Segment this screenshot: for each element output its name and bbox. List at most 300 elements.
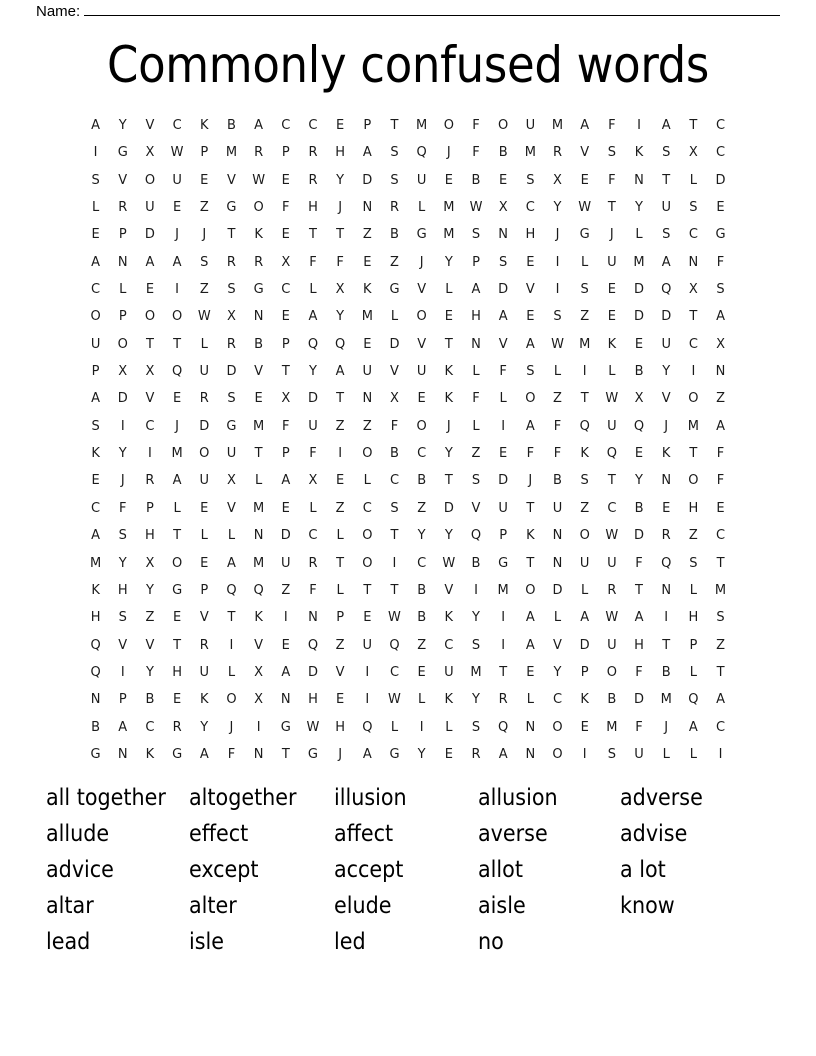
grid-cell[interactable]: S [118, 610, 127, 626]
grid-cell[interactable]: A [91, 528, 101, 544]
grid-cell[interactable]: T [444, 336, 453, 352]
grid-cell[interactable]: Y [118, 118, 127, 133]
grid-cell[interactable]: D [144, 227, 155, 243]
grid-cell[interactable]: W [442, 555, 456, 571]
grid-cell[interactable]: T [336, 555, 345, 571]
grid-cell[interactable]: O [362, 555, 373, 571]
grid-cell[interactable]: Z [281, 582, 291, 598]
grid-cell[interactable]: S [716, 282, 725, 298]
grid-cell[interactable]: V [226, 500, 236, 516]
grid-cell[interactable]: T [526, 555, 535, 571]
grid-cell[interactable]: Z [417, 500, 427, 516]
grid-cell[interactable]: T [227, 610, 236, 626]
grid-cell[interactable]: D [199, 418, 210, 434]
grid-cell[interactable]: N [552, 555, 563, 571]
grid-cell[interactable]: X [226, 473, 236, 489]
grid-cell[interactable]: E [254, 391, 263, 407]
grid-cell[interactable]: A [145, 254, 155, 270]
grid-cell[interactable]: M [171, 446, 183, 462]
grid-cell[interactable]: J [175, 418, 180, 434]
grid-cell[interactable]: W [605, 610, 619, 626]
grid-cell[interactable]: K [91, 446, 100, 462]
grid-cell[interactable]: E [526, 254, 535, 270]
word-bank-item[interactable]: allusion [478, 785, 558, 811]
grid-cell[interactable]: W [469, 200, 483, 216]
grid-cell[interactable]: U [634, 746, 644, 762]
grid-cell[interactable]: O [171, 555, 183, 571]
grid-cell[interactable]: X [254, 692, 264, 708]
grid-cell[interactable]: C [688, 227, 698, 243]
grid-cell[interactable]: R [199, 637, 209, 653]
grid-cell[interactable]: A [688, 719, 698, 735]
grid-cell[interactable]: S [118, 528, 127, 544]
grid-cell[interactable]: O [199, 446, 210, 462]
grid-cell[interactable]: F [608, 118, 616, 133]
grid-cell[interactable]: Q [90, 637, 101, 653]
grid-cell[interactable]: A [471, 282, 481, 298]
grid-cell[interactable]: E [444, 746, 453, 762]
grid-cell[interactable]: P [200, 582, 209, 598]
grid-cell[interactable]: U [199, 473, 210, 489]
grid-cell[interactable]: B [91, 719, 101, 735]
grid-cell[interactable]: Q [688, 692, 699, 708]
grid-cell[interactable]: O [525, 582, 536, 598]
grid-cell[interactable]: M [660, 692, 672, 708]
grid-cell[interactable]: S [390, 172, 399, 188]
grid-cell[interactable]: M [361, 309, 373, 325]
grid-cell[interactable]: R [254, 254, 264, 270]
grid-cell[interactable]: E [526, 664, 535, 680]
word-bank-item[interactable]: alter [189, 893, 237, 919]
grid-cell[interactable]: W [388, 692, 401, 708]
grid-cell[interactable]: I [555, 282, 560, 298]
grid-cell[interactable]: L [445, 282, 453, 298]
grid-cell[interactable]: E [336, 473, 345, 489]
grid-cell[interactable]: R [254, 145, 264, 161]
grid-cell[interactable]: P [580, 664, 589, 680]
grid-cell[interactable]: C [417, 555, 427, 571]
grid-cell[interactable]: Q [633, 418, 645, 434]
grid-cell[interactable]: L [553, 364, 562, 380]
grid-cell[interactable]: G [226, 200, 237, 216]
grid-cell[interactable]: X [553, 172, 562, 188]
grid-cell[interactable]: D [634, 528, 645, 544]
grid-cell[interactable]: U [362, 637, 373, 653]
grid-cell[interactable]: C [525, 200, 535, 216]
word-bank-item[interactable]: altogether [189, 785, 297, 811]
word-bank-item[interactable]: isle [189, 929, 225, 955]
grid-cell[interactable]: Y [444, 446, 453, 462]
grid-cell[interactable]: A [308, 309, 318, 325]
grid-cell[interactable]: N [688, 254, 699, 270]
grid-cell[interactable]: A [362, 145, 372, 161]
grid-cell[interactable]: T [662, 172, 671, 188]
grid-cell[interactable]: A [91, 391, 101, 407]
grid-cell[interactable]: J [175, 227, 180, 243]
grid-cell[interactable]: Z [362, 418, 372, 434]
grid-cell[interactable]: T [390, 528, 399, 544]
grid-cell[interactable]: H [335, 145, 346, 161]
grid-cell[interactable]: E [444, 172, 453, 188]
word-bank-item[interactable]: no [478, 929, 504, 955]
grid-cell[interactable]: Y [472, 610, 480, 626]
grid-cell[interactable]: V [417, 336, 427, 352]
grid-cell[interactable]: E [634, 446, 644, 462]
grid-cell[interactable]: C [308, 528, 318, 544]
grid-cell[interactable]: Y [308, 364, 317, 380]
grid-cell[interactable]: G [498, 555, 509, 571]
grid-cell[interactable]: O [416, 309, 427, 325]
grid-cell[interactable]: M [416, 118, 428, 133]
grid-cell[interactable]: A [580, 118, 590, 133]
grid-cell[interactable]: Q [362, 719, 373, 735]
grid-cell[interactable]: B [417, 610, 427, 626]
grid-cell[interactable]: R [498, 692, 508, 708]
grid-cell[interactable]: Y [662, 364, 671, 380]
grid-cell[interactable]: E [363, 336, 372, 352]
grid-cell[interactable]: C [308, 118, 318, 133]
grid-cell[interactable]: X [145, 364, 155, 380]
grid-cell[interactable]: X [688, 145, 698, 161]
grid-cell[interactable]: M [253, 500, 265, 516]
grid-cell[interactable]: S [689, 200, 698, 216]
grid-cell[interactable]: I [474, 582, 478, 598]
grid-cell[interactable]: W [605, 528, 619, 544]
grid-cell[interactable]: N [661, 582, 672, 598]
grid-cell[interactable]: F [716, 446, 725, 462]
grid-cell[interactable]: E [172, 610, 182, 626]
grid-cell[interactable]: H [471, 309, 481, 325]
grid-cell[interactable]: H [308, 692, 318, 708]
grid-cell[interactable]: P [499, 528, 508, 544]
grid-cell[interactable]: V [444, 582, 454, 598]
grid-cell[interactable]: X [281, 254, 291, 270]
grid-cell[interactable]: I [501, 418, 506, 434]
grid-cell[interactable]: X [145, 555, 155, 571]
grid-cell[interactable]: P [118, 692, 127, 708]
grid-cell[interactable]: Q [389, 637, 400, 653]
grid-cell[interactable]: C [607, 500, 617, 516]
grid-cell[interactable]: O [362, 446, 373, 462]
grid-cell[interactable]: E [172, 692, 182, 708]
grid-cell[interactable]: Q [579, 418, 590, 434]
grid-cell[interactable]: C [281, 282, 291, 298]
grid-cell[interactable]: H [525, 227, 536, 243]
grid-cell[interactable]: L [689, 664, 697, 680]
grid-cell[interactable]: F [635, 664, 643, 680]
grid-cell[interactable]: O [226, 692, 237, 708]
grid-cell[interactable]: E [363, 254, 372, 270]
grid-cell[interactable]: A [362, 746, 372, 762]
grid-cell[interactable]: Z [471, 446, 481, 462]
grid-cell[interactable]: T [336, 227, 345, 243]
grid-cell[interactable]: S [227, 391, 236, 407]
grid-cell[interactable]: S [390, 500, 399, 516]
grid-cell[interactable]: Q [661, 555, 672, 571]
grid-cell[interactable]: L [662, 746, 670, 762]
grid-cell[interactable]: X [688, 282, 698, 298]
grid-cell[interactable]: A [199, 746, 209, 762]
grid-cell[interactable]: L [200, 528, 208, 544]
grid-cell[interactable]: R [199, 391, 209, 407]
grid-cell[interactable]: Z [716, 637, 725, 653]
grid-cell[interactable]: C [444, 637, 454, 653]
grid-cell[interactable]: S [662, 145, 671, 161]
grid-cell[interactable]: Q [226, 582, 237, 598]
grid-cell[interactable]: I [229, 637, 234, 653]
grid-cell[interactable]: P [363, 118, 372, 133]
grid-cell[interactable]: J [609, 227, 614, 243]
grid-cell[interactable]: N [280, 692, 291, 708]
grid-cell[interactable]: P [281, 336, 290, 352]
grid-cell[interactable]: E [580, 719, 589, 735]
grid-cell[interactable]: H [90, 610, 101, 626]
grid-cell[interactable]: J [664, 719, 669, 735]
grid-cell[interactable]: L [635, 227, 643, 243]
grid-cell[interactable]: C [172, 118, 182, 133]
grid-cell[interactable]: E [281, 637, 290, 653]
grid-cell[interactable]: E [281, 309, 290, 325]
grid-cell[interactable]: T [689, 446, 698, 462]
grid-cell[interactable]: U [199, 364, 210, 380]
grid-cell[interactable]: A [281, 473, 291, 489]
grid-cell[interactable]: T [281, 364, 290, 380]
grid-cell[interactable]: U [90, 336, 101, 352]
grid-cell[interactable]: D [226, 364, 237, 380]
grid-cell[interactable]: P [118, 309, 127, 325]
grid-cell[interactable]: X [308, 473, 318, 489]
grid-cell[interactable]: Z [335, 418, 345, 434]
grid-cell[interactable]: L [336, 582, 344, 598]
grid-cell[interactable]: H [117, 582, 128, 598]
grid-cell[interactable]: O [579, 528, 590, 544]
grid-cell[interactable]: R [607, 582, 617, 598]
grid-cell[interactable]: Q [661, 282, 672, 298]
grid-cell[interactable]: V [471, 500, 481, 516]
word-bank-item[interactable]: effect [189, 821, 249, 847]
grid-cell[interactable]: Y [336, 309, 345, 325]
grid-cell[interactable]: H [335, 719, 346, 735]
grid-cell[interactable]: T [689, 118, 698, 133]
grid-cell[interactable]: F [119, 500, 127, 516]
grid-cell[interactable]: D [443, 500, 454, 516]
grid-cell[interactable]: U [607, 418, 617, 434]
word-bank-item[interactable]: a lot [620, 857, 666, 883]
grid-cell[interactable]: V [661, 391, 671, 407]
grid-cell[interactable]: C [389, 664, 400, 680]
grid-cell[interactable]: F [716, 254, 725, 270]
word-bank-item[interactable]: aisle [478, 893, 526, 919]
word-bank-item[interactable]: illusion [334, 785, 407, 811]
grid-cell[interactable]: F [635, 555, 643, 571]
grid-cell[interactable]: L [472, 364, 480, 380]
grid-cell[interactable]: L [336, 528, 344, 544]
grid-cell[interactable]: A [91, 118, 101, 133]
grid-cell[interactable]: L [689, 582, 697, 598]
grid-cell[interactable]: T [635, 582, 643, 598]
grid-cell[interactable]: K [580, 692, 589, 708]
grid-cell[interactable]: C [716, 118, 726, 133]
grid-cell[interactable]: B [417, 582, 427, 598]
grid-cell[interactable]: Y [118, 555, 127, 571]
grid-cell[interactable]: J [338, 200, 343, 216]
grid-cell[interactable]: A [525, 418, 535, 434]
grid-cell[interactable]: I [664, 610, 669, 626]
grid-cell[interactable]: C [716, 528, 726, 544]
grid-cell[interactable]: D [498, 473, 509, 489]
grid-cell[interactable]: W [306, 719, 320, 735]
grid-cell[interactable]: C [389, 473, 400, 489]
grid-cell[interactable]: B [226, 118, 236, 133]
grid-cell[interactable]: N [90, 692, 101, 708]
grid-cell[interactable]: O [90, 309, 101, 325]
grid-cell[interactable]: V [553, 637, 562, 653]
grid-cell[interactable]: L [173, 500, 181, 516]
grid-cell[interactable]: U [552, 500, 563, 516]
grid-cell[interactable]: R [226, 254, 236, 270]
grid-cell[interactable]: D [715, 172, 726, 188]
word-bank-item[interactable]: averse [478, 821, 548, 847]
grid-cell[interactable]: Q [307, 336, 319, 352]
grid-cell[interactable]: I [501, 610, 506, 626]
grid-cell[interactable]: B [471, 172, 481, 188]
grid-cell[interactable]: U [661, 200, 671, 216]
grid-cell[interactable]: S [580, 282, 589, 298]
grid-cell[interactable]: D [579, 637, 590, 653]
grid-cell[interactable]: R [308, 555, 318, 571]
grid-cell[interactable]: Z [390, 254, 399, 270]
grid-cell[interactable]: B [634, 500, 644, 516]
grid-cell[interactable]: D [362, 172, 373, 188]
grid-cell[interactable]: S [499, 254, 508, 270]
grid-cell[interactable]: A [118, 719, 128, 735]
grid-cell[interactable]: T [254, 446, 263, 462]
grid-cell[interactable]: N [253, 309, 264, 325]
grid-cell[interactable]: G [280, 719, 291, 735]
grid-cell[interactable]: X [634, 391, 644, 407]
grid-cell[interactable]: K [634, 145, 644, 161]
grid-cell[interactable]: N [525, 719, 536, 735]
grid-cell[interactable]: A [525, 637, 535, 653]
grid-cell[interactable]: V [525, 282, 535, 298]
grid-cell[interactable]: Y [417, 746, 426, 762]
grid-cell[interactable]: I [637, 118, 641, 133]
grid-cell[interactable]: V [145, 391, 155, 407]
grid-cell[interactable]: F [608, 172, 616, 188]
grid-cell[interactable]: F [553, 446, 562, 462]
grid-cell[interactable]: G [90, 746, 101, 762]
grid-cell[interactable]: T [607, 473, 616, 489]
grid-cell[interactable]: M [551, 118, 564, 133]
word-bank-item[interactable]: lead [46, 929, 91, 955]
grid-cell[interactable]: M [714, 582, 727, 598]
grid-cell[interactable]: L [309, 282, 317, 298]
grid-cell[interactable]: J [120, 473, 125, 489]
grid-cell[interactable]: A [172, 254, 182, 270]
grid-cell[interactable]: F [309, 446, 317, 462]
grid-cell[interactable]: S [607, 145, 616, 161]
grid-cell[interactable]: Y [200, 719, 209, 735]
grid-cell[interactable]: P [472, 254, 480, 270]
grid-cell[interactable]: E [172, 200, 182, 216]
grid-cell[interactable]: N [661, 473, 672, 489]
grid-cell[interactable]: T [390, 118, 399, 133]
grid-cell[interactable]: Z [580, 500, 590, 516]
word-bank-item[interactable]: adverse [620, 785, 703, 811]
grid-cell[interactable]: U [525, 118, 536, 133]
grid-cell[interactable]: A [525, 610, 535, 626]
grid-cell[interactable]: E [91, 473, 100, 489]
grid-cell[interactable]: G [416, 227, 427, 243]
grid-cell[interactable]: T [662, 637, 671, 653]
grid-cell[interactable]: X [281, 391, 291, 407]
grid-cell[interactable]: I [120, 664, 125, 680]
grid-cell[interactable]: B [607, 692, 617, 708]
grid-cell[interactable]: I [691, 364, 696, 380]
grid-cell[interactable]: U [607, 254, 617, 270]
grid-cell[interactable]: Z [362, 227, 372, 243]
grid-cell[interactable]: B [471, 555, 481, 571]
grid-cell[interactable]: I [365, 664, 370, 680]
grid-cell[interactable]: R [471, 746, 481, 762]
grid-cell[interactable]: V [335, 664, 345, 680]
grid-cell[interactable]: G [389, 282, 400, 298]
grid-cell[interactable]: L [418, 200, 426, 216]
grid-cell[interactable]: J [419, 254, 424, 270]
grid-cell[interactable]: P [146, 500, 154, 516]
grid-cell[interactable]: E [200, 172, 209, 188]
grid-cell[interactable]: A [661, 118, 671, 133]
grid-cell[interactable]: O [253, 200, 264, 216]
grid-cell[interactable]: E [580, 172, 589, 188]
grid-cell[interactable]: I [256, 719, 261, 735]
grid-cell[interactable]: X [390, 391, 399, 407]
grid-cell[interactable]: S [716, 610, 725, 626]
grid-cell[interactable]: L [553, 610, 562, 626]
grid-cell[interactable]: T [580, 391, 589, 407]
word-bank-item[interactable]: allot [478, 857, 523, 883]
grid-cell[interactable]: H [172, 664, 182, 680]
grid-cell[interactable]: Y [553, 664, 562, 680]
grid-cell[interactable]: N [117, 254, 128, 270]
grid-cell[interactable]: J [202, 227, 207, 243]
word-bank-item[interactable]: advice [46, 857, 114, 883]
grid-cell[interactable]: Q [253, 582, 264, 598]
grid-cell[interactable]: V [145, 118, 155, 133]
grid-cell[interactable]: S [390, 145, 399, 161]
grid-cell[interactable]: C [552, 692, 563, 708]
grid-cell[interactable]: X [498, 200, 508, 216]
grid-cell[interactable]: L [119, 282, 127, 298]
grid-cell[interactable]: I [582, 364, 587, 380]
grid-cell[interactable]: H [145, 528, 155, 544]
grid-cell[interactable]: P [281, 446, 290, 462]
grid-cell[interactable]: J [664, 418, 669, 434]
grid-cell[interactable]: S [471, 637, 481, 653]
grid-cell[interactable]: F [716, 473, 725, 489]
grid-cell[interactable]: Y [444, 528, 453, 544]
grid-cell[interactable]: E [281, 227, 290, 243]
grid-cell[interactable]: W [252, 172, 266, 188]
grid-cell[interactable]: E [526, 309, 535, 325]
grid-cell[interactable]: J [338, 746, 343, 762]
grid-cell[interactable]: E [499, 446, 508, 462]
grid-cell[interactable]: S [580, 473, 589, 489]
grid-cell[interactable]: R [389, 200, 399, 216]
grid-cell[interactable]: R [172, 719, 182, 735]
grid-cell[interactable]: Q [416, 145, 427, 161]
grid-cell[interactable]: U [416, 364, 427, 380]
